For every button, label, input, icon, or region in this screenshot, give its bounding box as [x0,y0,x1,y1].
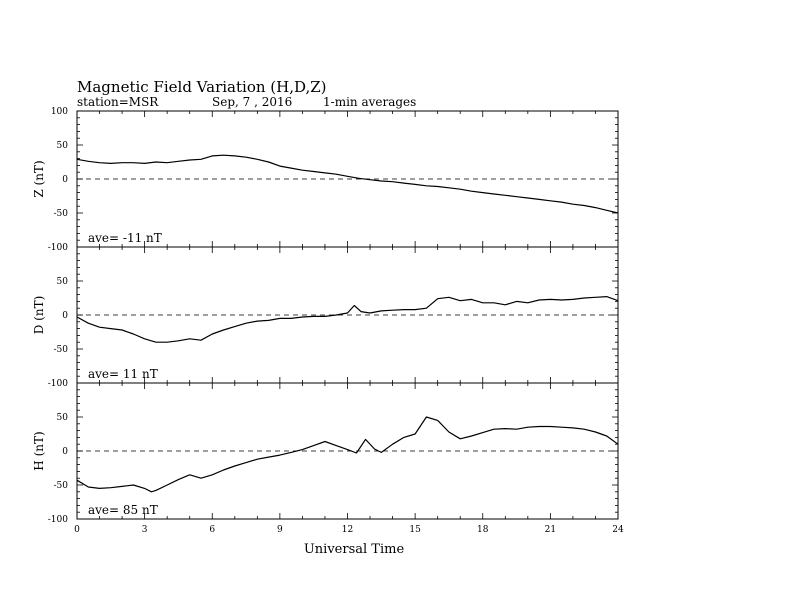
y-tick-label: 50 [56,413,68,423]
panels-group [32,107,624,535]
averaging-label: 1-min averages [323,95,417,109]
date-label: Sep, 7 , 2016 [212,95,293,109]
series-line-h [77,417,618,492]
x-tick-label: 24 [612,525,624,535]
y-tick-label: 50 [56,277,68,287]
series-line-z [77,155,618,213]
x-tick-label: 12 [341,525,354,535]
y-tick-label: 0 [62,311,68,321]
series-line-d [77,297,618,343]
x-tick-label: 6 [209,525,216,535]
x-axis-label: Universal Time [303,542,405,557]
y-tick-label: -100 [47,243,68,253]
x-tick-label: 3 [141,525,148,535]
y-tick-label: -100 [47,515,68,525]
y-axis-label-z: Z (nT) [32,160,46,198]
ave-label-h: ave= 85 nT [88,503,158,517]
y-tick-label: 100 [50,107,68,117]
y-tick-label: -50 [53,481,68,491]
chart-title: Magnetic Field Variation (H,D,Z) [77,78,327,96]
x-tick-label: 0 [74,525,80,535]
ave-label-d: ave= 11 nT [88,367,158,381]
y-tick-label: 50 [56,141,68,151]
y-tick-label: -50 [53,345,68,355]
x-tick-label: 18 [477,525,489,535]
y-axis-label-h: H (nT) [32,431,46,471]
y-tick-label: 0 [62,175,68,185]
y-tick-label: -50 [53,209,68,219]
y-axis-label-d: D (nT) [32,295,46,335]
station-label: station=MSR [77,95,159,109]
x-tick-label: 9 [277,525,283,535]
y-tick-label: -100 [47,379,68,389]
x-tick-label: 21 [544,525,557,535]
ave-label-z: ave= -11 nT [88,231,162,245]
y-tick-label: 0 [62,447,68,457]
x-tick-label: 15 [409,525,421,535]
